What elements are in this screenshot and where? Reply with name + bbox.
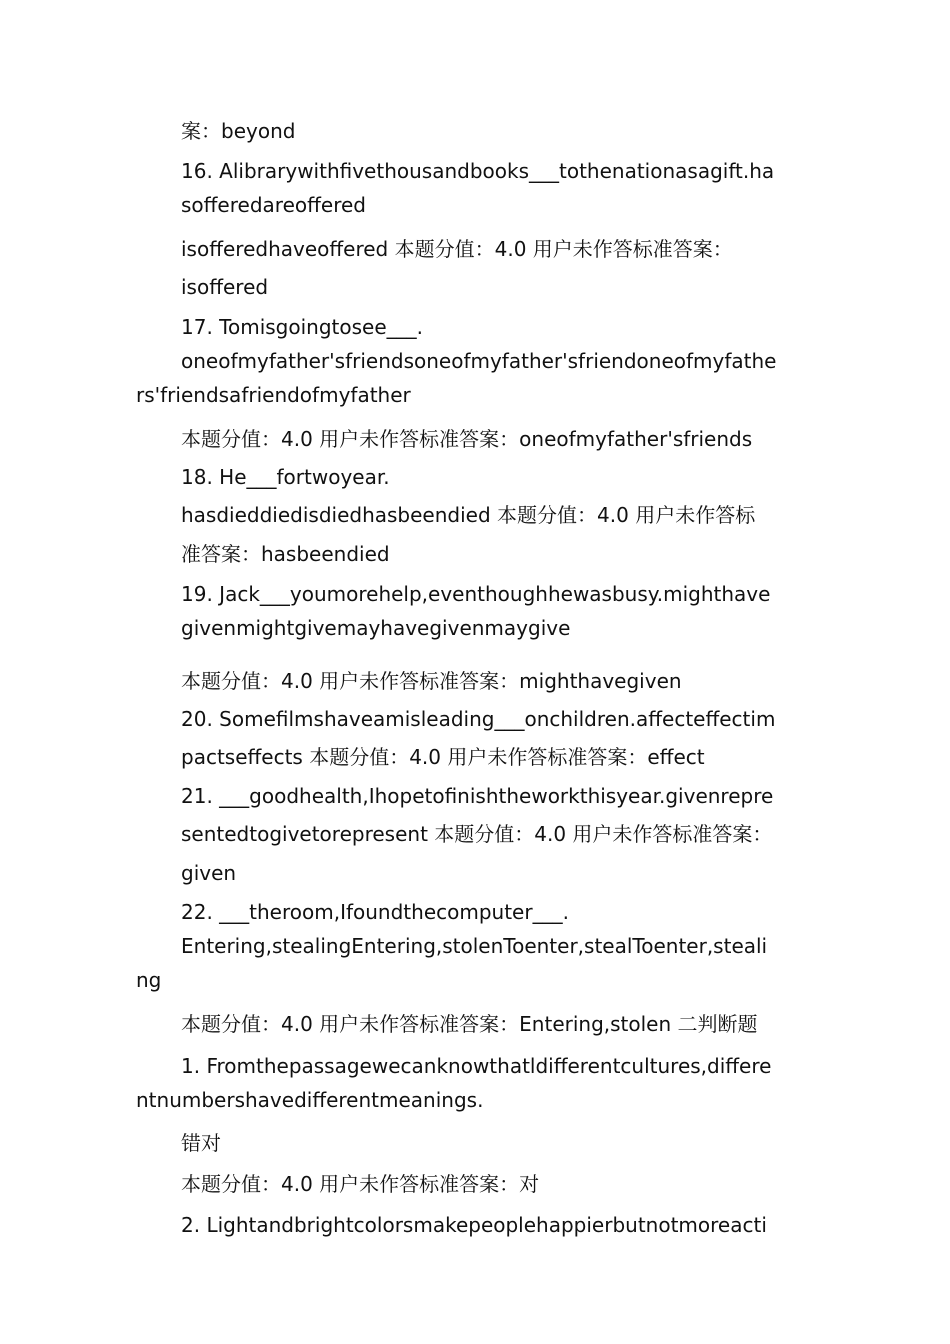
question-19-line-1: 19. Jack___youmorehelp,eventhoughhewasbusy.mighthave xyxy=(181,582,771,606)
question-21-line-1: 21. ___goodhealth,Ihopetofinishtheworkthisyear.givenrepre xyxy=(181,784,774,808)
question-20-line-1: 20. Somefilmshaveamisleading___onchildren.affecteffectim xyxy=(181,707,776,731)
question-21-line-2: sentedtogivetorepresent 本题分值：4.0 用户未作答标准答案： xyxy=(181,822,773,846)
answer-line-21: given xyxy=(181,861,237,885)
answer-line-15: 案：beyond xyxy=(181,119,296,143)
question-19-line-2: givenmightgivemayhavegivenmaygive xyxy=(181,616,571,640)
judgement-1-options: 错对 xyxy=(181,1131,221,1155)
answer-line-22: 本题分值：4.0 用户未作答标准答案：Entering,stolen 二判断题 xyxy=(181,1012,758,1036)
judgement-2-line-1: 2. Lightandbrightcolorsmakepeoplehappierbutnotmoreacti xyxy=(181,1213,767,1237)
question-17-line-3: rs'friendsafriendofmyfather xyxy=(136,383,411,407)
question-22-line-1: 22. ___theroom,Ifoundthecomputer___. xyxy=(181,900,569,924)
question-20-line-2: pactseffects 本题分值：4.0 用户未作答标准答案：effect xyxy=(181,745,705,769)
question-16-line-2: sofferedareoffered xyxy=(181,193,366,217)
question-18-line-2: hasdieddiedisdiedhasbeendied 本题分值：4.0 用户未作答标 xyxy=(181,503,756,527)
question-22-line-2: Entering,stealingEntering,stolenToenter,stealToenter,steali xyxy=(181,934,768,958)
question-17-line-2: oneofmyfather'sfriendsoneofmyfather'sfriendoneofmyfathe xyxy=(181,349,777,373)
answer-line-19: 本题分值：4.0 用户未作答标准答案：mighthavegiven xyxy=(181,669,682,693)
answer-line-17: 本题分值：4.0 用户未作答标准答案：oneofmyfather'sfriends xyxy=(181,427,753,451)
judgement-1-line-2: ntnumbershavedifferentmeanings. xyxy=(136,1088,484,1112)
question-16-line-3: isofferedhaveoffered 本题分值：4.0 用户未作答标准答案： xyxy=(181,237,733,261)
question-22-line-3: ng xyxy=(136,968,162,992)
question-17-line-1: 17. Tomisgoingtosee___. xyxy=(181,315,424,339)
judgement-1-line-1: 1. Fromthepassagewecanknowthatldifferentcultures,differe xyxy=(181,1054,772,1078)
question-16-line-1: 16. Alibrarywithfivethousandbooks___tothenationasagift.ha xyxy=(181,159,775,183)
question-18-line-1: 18. He___fortwoyear. xyxy=(181,465,390,489)
answer-line-16: isoffered xyxy=(181,275,269,299)
answer-line-judgement-1: 本题分值：4.0 用户未作答标准答案：对 xyxy=(181,1172,540,1196)
answer-line-18: 准答案：hasbeendied xyxy=(181,542,390,566)
